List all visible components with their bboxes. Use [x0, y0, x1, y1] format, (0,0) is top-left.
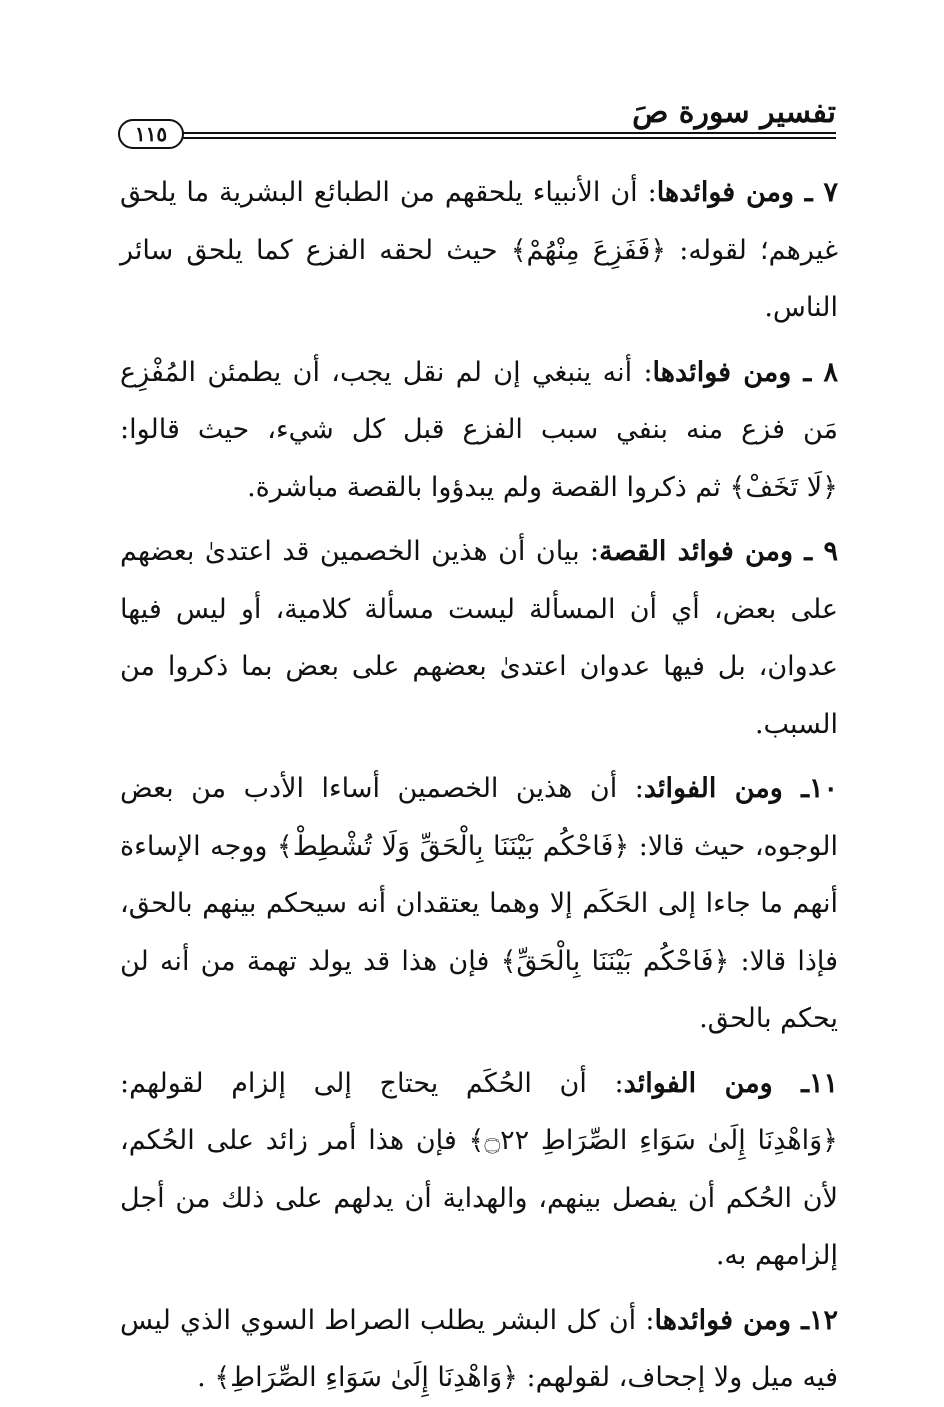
paragraph-text: .	[197, 1362, 215, 1393]
paragraph	[120, 1292, 838, 1407]
quran-quote: ﴿فَاحْكُم بَيْنَنَا بِالْحَقِّ وَلَا تُشْطِطْ﴾	[276, 830, 630, 862]
paragraph	[120, 1055, 838, 1285]
paragraph-lead: ١٢ـ ومن فوائدها	[654, 1304, 838, 1336]
quran-quote: ﴿وَاهْدِنَا إِلَىٰ سَوَاءِ الصِّرَاطِ﴾	[214, 1362, 518, 1393]
paragraph-text: : أن كل البشر يطلب الصراط السوي الذي ليس فيه ميل ولا إجحاف، لقولهم:	[120, 1304, 838, 1393]
paragraph-text: ثم ذكروا القصة ولم يبدؤوا بالقصة مباشرة.	[247, 471, 730, 503]
paragraph-text: فإن هذا أمر زائد على الحُكم، لأن الحُكم أن يفصل بينهم، والهداية أن يدلهم على ذلك من أجل إلزامهم به.	[120, 1125, 838, 1271]
paragraph	[120, 344, 838, 517]
paragraph-lead: ٧ ـ ومن فوائدها	[656, 177, 838, 208]
quran-quote: ﴿لَا تَخَفْ﴾	[729, 471, 838, 503]
paragraph-lead: ٨ ـ ومن فوائدها	[652, 356, 838, 388]
paragraph	[120, 760, 838, 1048]
page-body	[120, 164, 838, 1407]
paragraph	[120, 164, 838, 337]
paragraph-text: : أنه ينبغي إن لم نقل يجب، أن يطمئن المُفْزِع مَن فزع منه بنفي سبب الفزع قبل كل شيء، حيث قالوا:	[120, 356, 838, 445]
paragraph-lead: ١١ـ ومن الفوائد	[623, 1067, 838, 1099]
quran-quote: ﴿فَاحْكُم بَيْنَنَا بِالْحَقِّ﴾	[500, 945, 730, 977]
quran-quote: ﴿وَاهْدِنَا إِلَىٰ سَوَاءِ الصِّرَاطِ ۝٢٢﴾	[468, 1125, 838, 1156]
paragraph-text: : أن هذين الخصمين أساءا الأدب من بعض الوجوه، حيث قالا:	[120, 773, 839, 862]
paragraph-text: ووجه الإساءة أنهم ما جاءا إلى الحَكَم إلا وهما يعتقدان أنه سيحكم بينهم بالحق، فإذا قالا:	[120, 830, 838, 977]
running-title: تفسير سورة صَ	[632, 95, 836, 130]
quran-quote: ﴿فَفَزِعَ مِنْهُمْ﴾	[510, 234, 667, 266]
page-number-badge: ١١٥	[118, 119, 184, 149]
paragraph-lead: ٩ ـ ومن فوائد القصة	[599, 536, 838, 567]
paragraph-text: حيث لحقه الفزع كما يلحق سائر الناس.	[120, 234, 838, 323]
header-double-rule	[182, 132, 836, 139]
paragraph-lead: ١٠ـ ومن الفوائد	[643, 773, 838, 804]
paragraph-text: : أن الحُكَم يحتاج إلى إلزام لقولهم:	[120, 1067, 624, 1099]
paragraph	[120, 523, 838, 753]
paragraph-text: : بيان أن هذين الخصمين قد اعتدىٰ بعضهم على بعض، أي أن المسألة ليست مسألة كلامية، أو ليس فيها عدوان، بل فيها عدوان اعتدىٰ بعضهم على بعض بما ذكروا من السبب.	[120, 536, 838, 740]
paragraph-text: : أن الأنبياء يلحقهم من الطبائع البشرية ما يلحق غيرهم؛ لقوله:	[120, 177, 838, 266]
page-header	[118, 88, 836, 154]
paragraph-text: فإن هذا قد يولد تهمة من أنه لن يحكم بالحق.	[120, 945, 838, 1034]
